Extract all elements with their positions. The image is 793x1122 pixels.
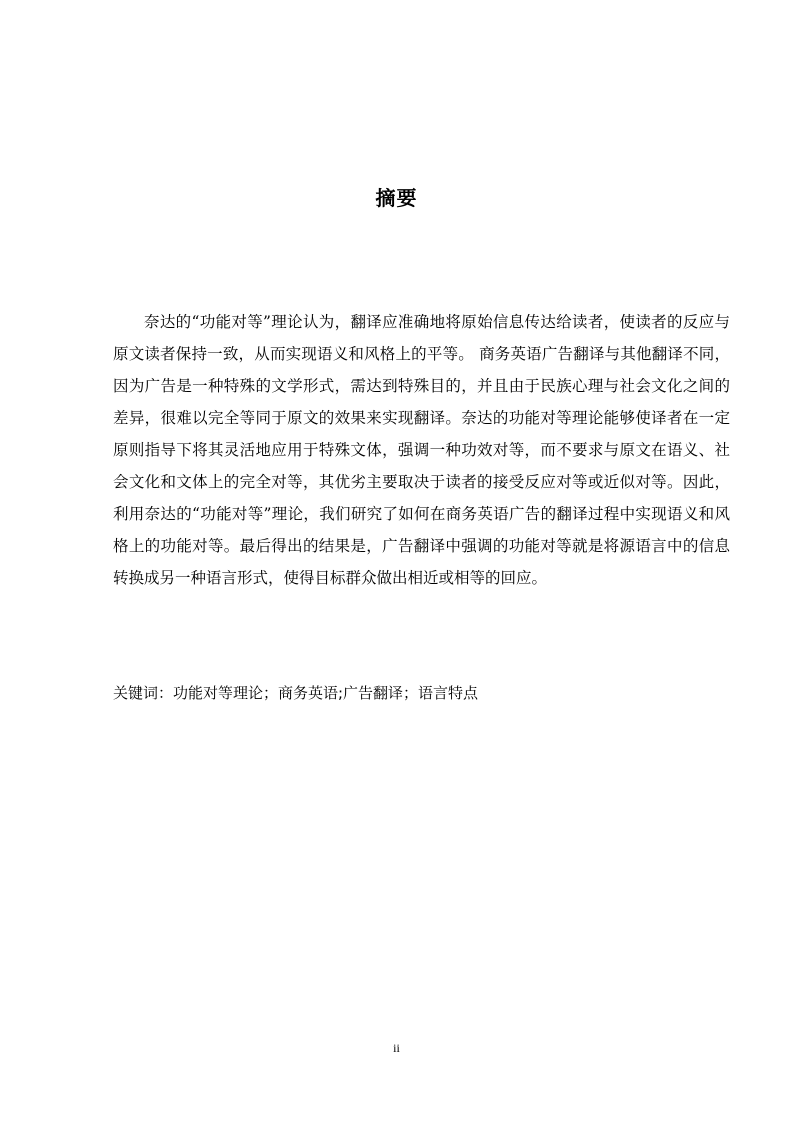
keywords-line: 关键词：功能对等理论；商务英语;广告翻译；语言特点 xyxy=(113,684,479,702)
page-title: 摘要 xyxy=(375,186,418,210)
page-number: ii xyxy=(393,1041,400,1055)
abstract-paragraph: 奈达的“功能对等”理论认为，翻译应准确地将原始信息传达给读者，使读者的反应与原文读者保持一致，从而实现语义和风格上的平等。 商务英语广告翻译与其他翻译不同，因为广告是一种特殊的文学形式，需达到特殊目的，并且由于民族心理与社会文化之间的差异，很难以完全等同于原文的效果来实现翻译。奈达的功能对等理论能够使译者在一定原则指导下将其灵活地应用于特殊文体，强调一种功效对等，而不要求与原文在语义、社会文化和文体上的完全对等，其优劣主要取决于读者的接受反应对等或近似对等。因此，利用奈达的“功能对等”理论，我们研究了如何在商务英语广告的翻译过程中实现语义和风格上的功能对等。最后得出的结果是，广告翻译中强调的功能对等就是将源语言中的信息转换成另一种语言形式，使得目标群众做出相近或相等的回应。 xyxy=(113,313,730,587)
